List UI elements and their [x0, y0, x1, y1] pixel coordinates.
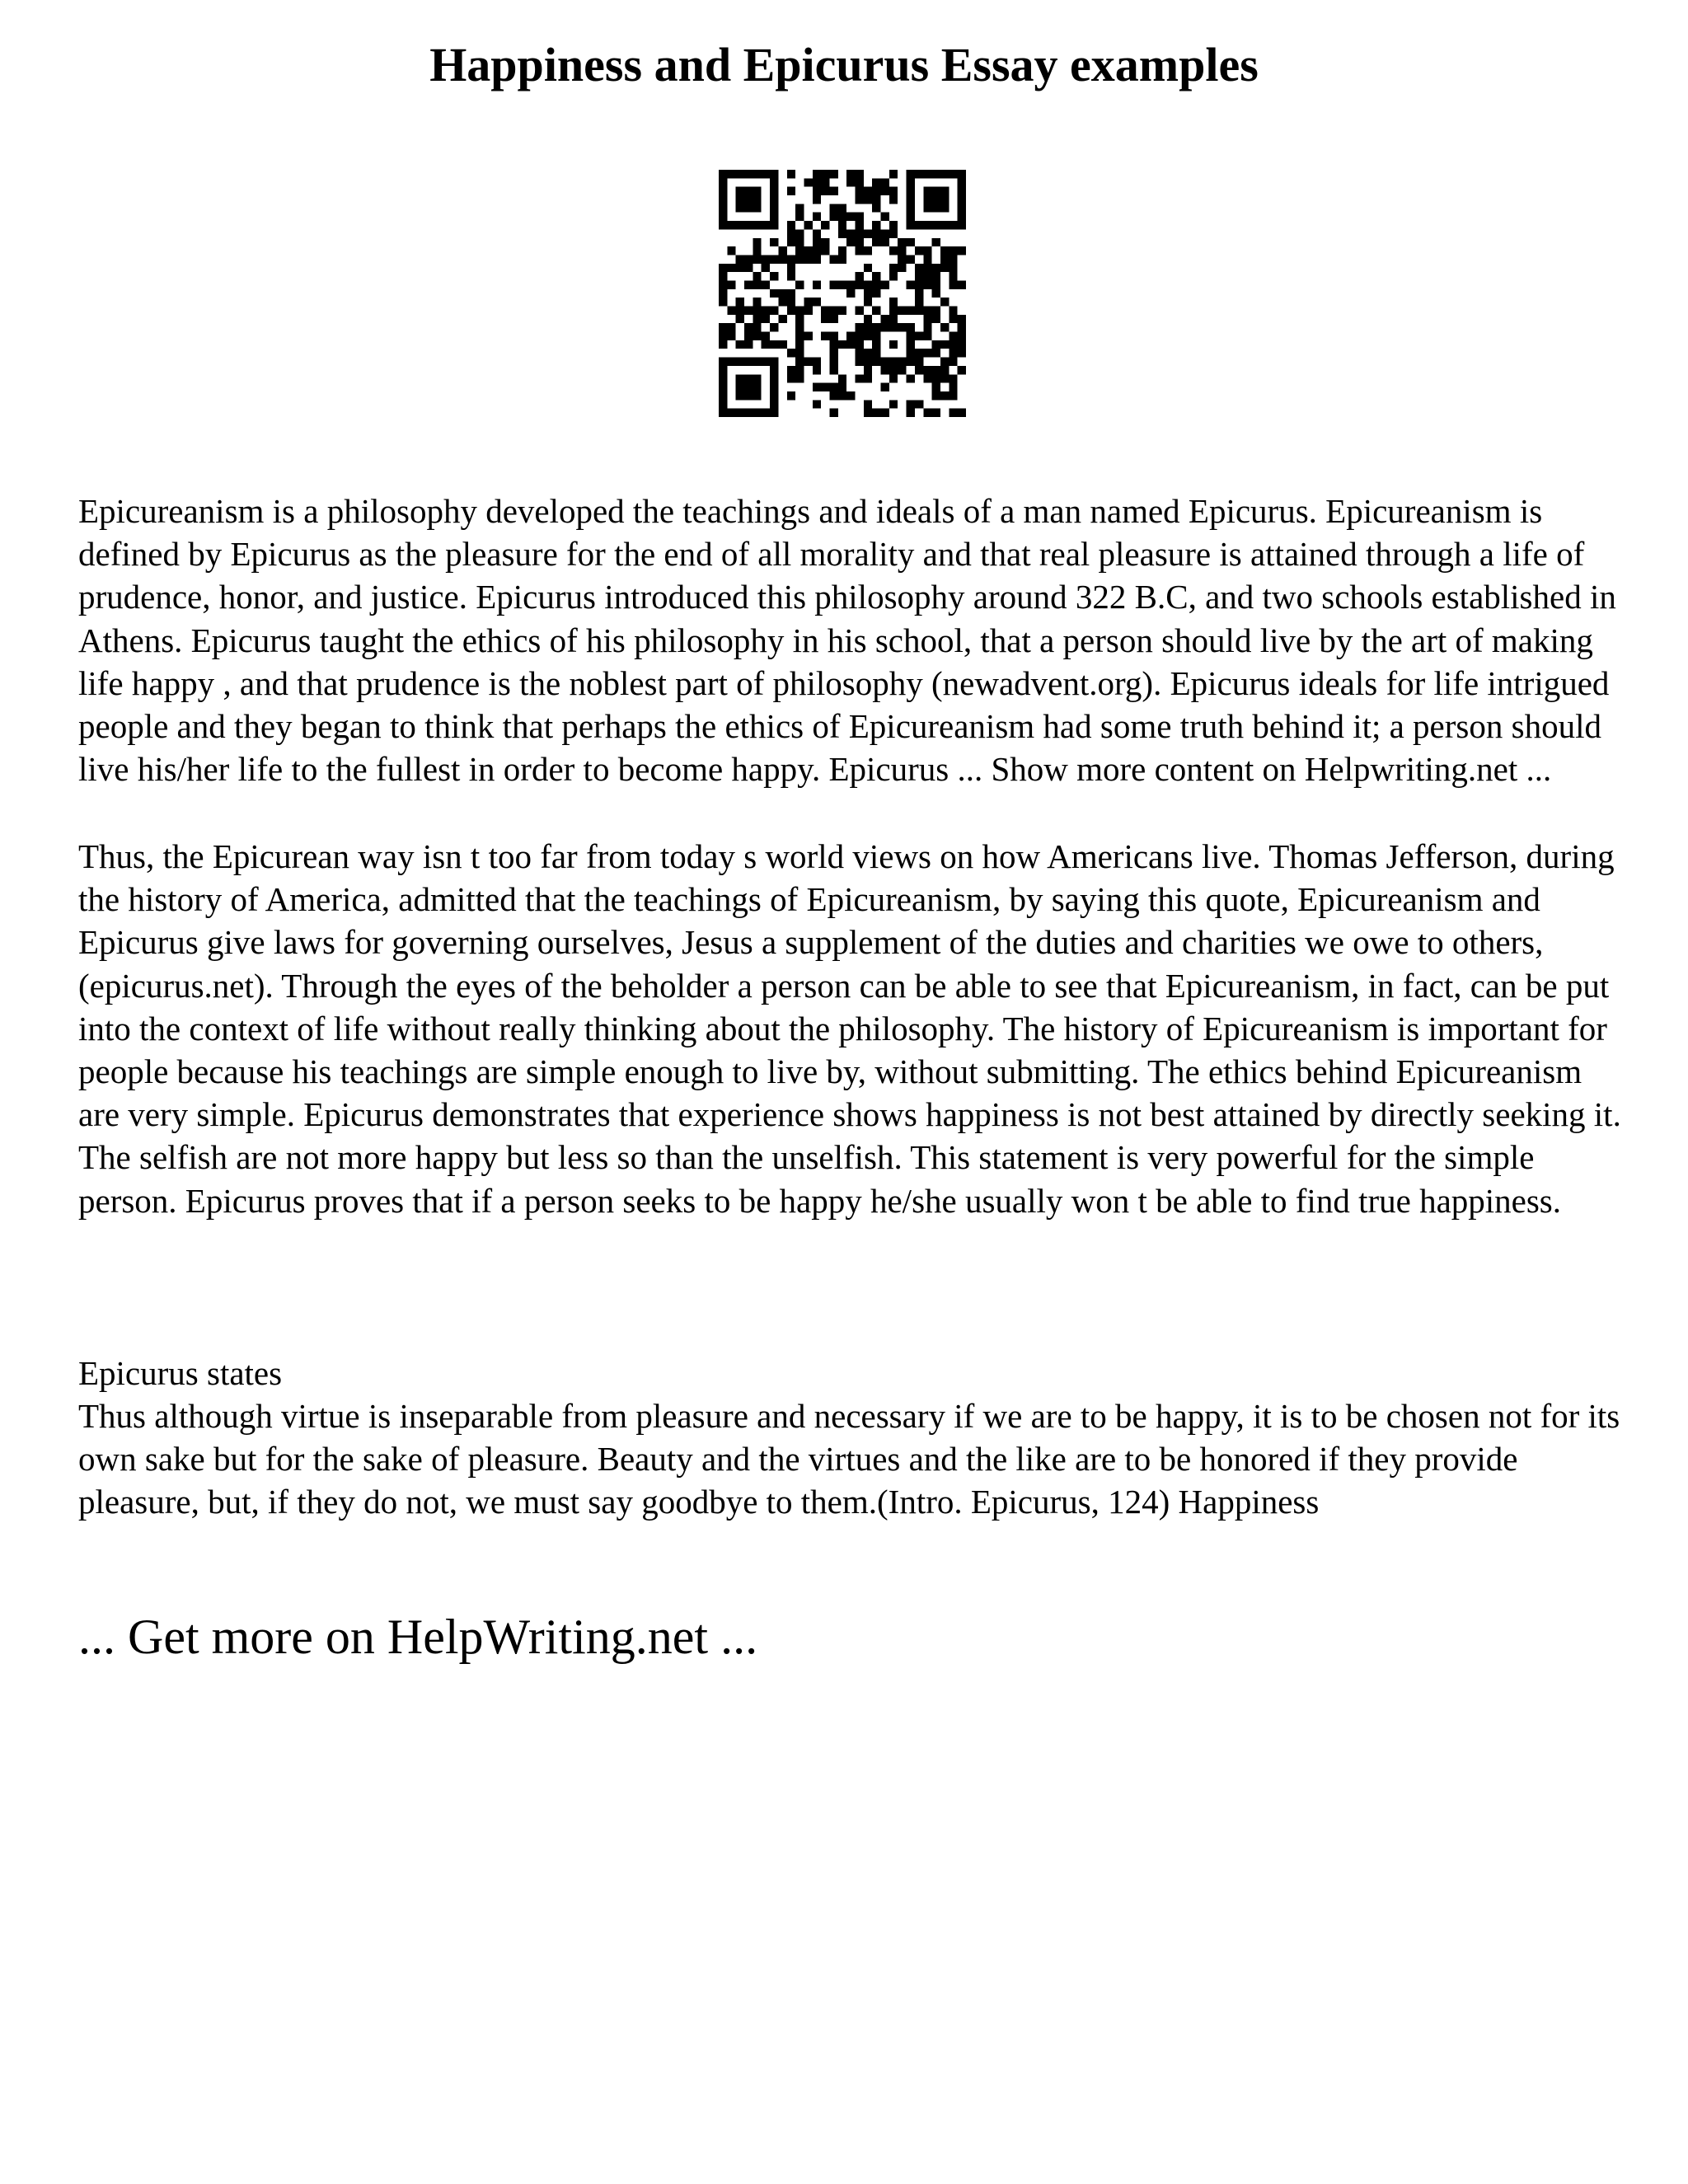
paragraph-jefferson: Thus, the Epicurean way isn t too far from today s world views on how Americans live. Thomas Jefferson, during the history of America, admitted that the teachings of Epicureanism, by saying this quote, Epicureanism and Epicurus give laws for governing ourselves, Jesus a supplement of the duties and charities we owe to others, (epicurus.net). Through the eyes of the beholder a person can be able to see that Epicureanism, in fact, can be put into the context of life without really thinking about the philosophy. The history of Epicureanism is important for people because his teachings are simple enough to live by, without submitting. The ethics behind Epicureanism are very simple. Epicurus demonstrates that experience shows happiness is not best attained by directly seeking it. The selfish are not more happy but less so than the unselfish. This statement is very powerful for the simple person. Epicurus proves that if a person seeks to be happy he/she usually won t be able to find true happiness. [78, 837, 1621, 1220]
document-title: Happiness and Epicurus Essay examples [429, 38, 1259, 91]
qr-code [719, 170, 966, 417]
get-more-link[interactable]: ... Get more on HelpWriting.net ... [78, 1610, 758, 1664]
paragraph-intro: Epicureanism is a philosophy developed the teachings and ideals of a man named Epicurus. Epicureanism is defined by Epicurus as the pleasure for the end of all morality and that real pleasure is attained through a life of prudence, honor, and justice. Epicurus introduced this philosophy around 322 B.C, and two schools established in Athens. Epicurus taught the ethics of his philosophy in his school, that a person should live by the art of making life happy , and that prudence is the noblest part of philosophy (newadvent.org). Epicurus ideals for life intrigued people and they began to think that perhaps the ethics of Epicureanism had some truth behind it; a person should live his/her life to the fullest in order to become happy. Epicurus ... Show more content on Helpwriting.net ... [78, 492, 1616, 789]
paragraph-quote-lead: Epicurus states [78, 1354, 283, 1392]
paragraph-quote: Thus although virtue is inseparable from pleasure and necessary if we are to be happy, it is to be chosen not for its own sake but for the sake of pleasure. Beauty and the virtues and the like are to be honored if they provide pleasure, but, if they do not, we must say goodbye to them.(Intro. Epicurus, 124) Happiness [78, 1397, 1620, 1521]
